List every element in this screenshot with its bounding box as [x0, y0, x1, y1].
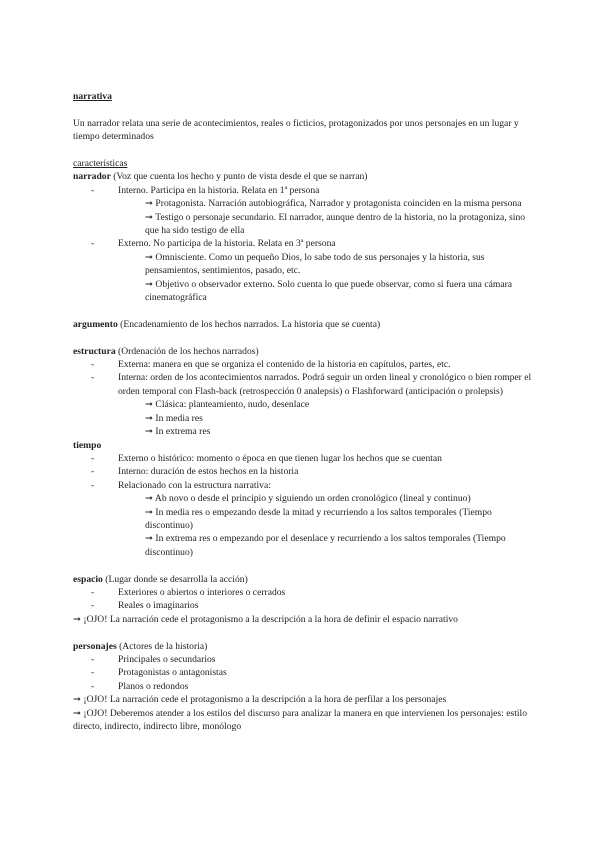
estructura-clasica: ➞ Clásica: planteamiento, nudo, desenlace — [145, 399, 310, 411]
externo-objetivo: ➞ Objetivo o observador externo. Solo cuenta lo que puede observar, como si fuera una cámara cinematográfica — [145, 278, 513, 304]
narrador-externo: - Externo. No participa de la historia. Relata en 3ª persona — [73, 237, 533, 250]
personajes-line — [73, 640, 533, 653]
estructura-media-res: ➞ In media res — [145, 412, 203, 424]
document-page — [73, 90, 533, 733]
espacio-exteriores: - Exteriores o abiertos o interiores o cerrados — [73, 586, 533, 599]
doc-title: narrativa — [73, 91, 112, 102]
argumento-desc: (Encadenamiento de los hechos narrados. La historia que se cuenta) — [117, 318, 381, 330]
narrador-term: narrador — [73, 171, 111, 183]
tiempo-ab-novo: ➞ Ab novo o desde el principio y siguiendo un orden cronológico (lineal y continuo) — [145, 493, 471, 505]
argumento-line — [73, 318, 533, 331]
estructura-term: estructura — [73, 345, 116, 357]
interno-testigo: ➞ Testigo o personaje secundario. El narrador, aunque dentro de la historia, no la protagoniza, sino que ha sido testigo de ella — [145, 211, 526, 237]
espacio-line — [73, 573, 533, 586]
tiempo-externo: - Externo o histórico: momento o época en que tienen lugar los hechos que se cuentan — [73, 452, 533, 465]
argumento-term: argumento — [73, 318, 118, 330]
tiempo-media-res: ➞ In media res o empezando desde la mitad y recurriendo a los saltos temporales (Tiempo discontinuo) — [145, 506, 492, 531]
intro-paragraph: Un narrador relata una serie de acontecimientos, reales o ficticios, protagonizados por unos personajes en un lugar y tiempo determinados — [73, 117, 519, 143]
tiempo-relacionado: - Relacionado con la estructura narrativa: — [73, 479, 533, 492]
espacio-term: espacio — [73, 573, 103, 585]
personajes-protagonistas: - Protagonistas o antagonistas — [73, 666, 533, 679]
narrador-desc: (Voz que cuenta los hecho y punto de vista desde el que se narran) — [110, 171, 368, 183]
espacio-desc: (Lugar donde se desarrolla la acción) — [102, 573, 248, 585]
estructura-externa: - Externa: manera en que se organiza el contenido de la historia en capítulos, partes, etc. — [73, 358, 533, 371]
personajes-planos: - Planos o redondos — [73, 680, 533, 693]
personajes-note-1: ➞ ¡OJO! La narración cede el protagonismo a la descripción a la hora de perfilar a los personajes — [73, 694, 447, 706]
espacio-reales: - Reales o imaginarios — [73, 599, 533, 612]
estructura-interna: - Interna: orden de los acontecimientos narrados. Podrá seguir un orden lineal y cronológico o bien romper el orden temporal con Flash-back (retrospección 0 analepsis) o Flashforward (anticipación o prolepsis) — [73, 371, 533, 398]
personajes-desc: (Actores de la historia) — [116, 640, 208, 652]
espacio-note: ➞ ¡OJO! La narración cede el protagonismo a la descripción a la hora de definir el espacio narrativo — [73, 613, 458, 625]
personajes-term: personajes — [73, 640, 117, 652]
tiempo-line — [73, 439, 533, 452]
personajes-principales: - Principales o secundarios — [73, 653, 533, 666]
estructura-line — [73, 345, 533, 358]
tiempo-extrema-res: ➞ In extrema res o empezando por el desenlace y recurriendo a los saltos temporales (Tiempo discontinuo) — [145, 533, 506, 558]
caracteristicas-heading: características — [73, 158, 128, 169]
tiempo-term: tiempo — [73, 439, 102, 451]
estructura-extrema-res: ➞ In extrema res — [145, 426, 211, 438]
interno-protagonista: ➞ Protagonista. Narración autobiográfica, Narrador y protagonista coinciden en la misma persona — [145, 198, 522, 210]
narrador-line — [73, 170, 533, 183]
tiempo-interno: - Interno: duración de estos hechos en la historia — [73, 465, 533, 478]
narrador-interno: - Interno. Participa en la historia. Relata en 1ª persona — [73, 184, 533, 197]
personajes-note-2: ➞ ¡OJO! Deberemos atender a los estilos del discurso para analizar la manera en que intervienen los personajes: estilo directo, indirecto, indirecto libre, monólogo — [73, 707, 527, 732]
externo-omnisciente: ➞ Omnisciente. Como un pequeño Dios, lo sabe todo de sus personajes y la historia, sus pensamientos, sentimientos, pasado, etc. — [145, 251, 485, 277]
estructura-desc: (Ordenación de los hechos narrados) — [115, 345, 259, 357]
